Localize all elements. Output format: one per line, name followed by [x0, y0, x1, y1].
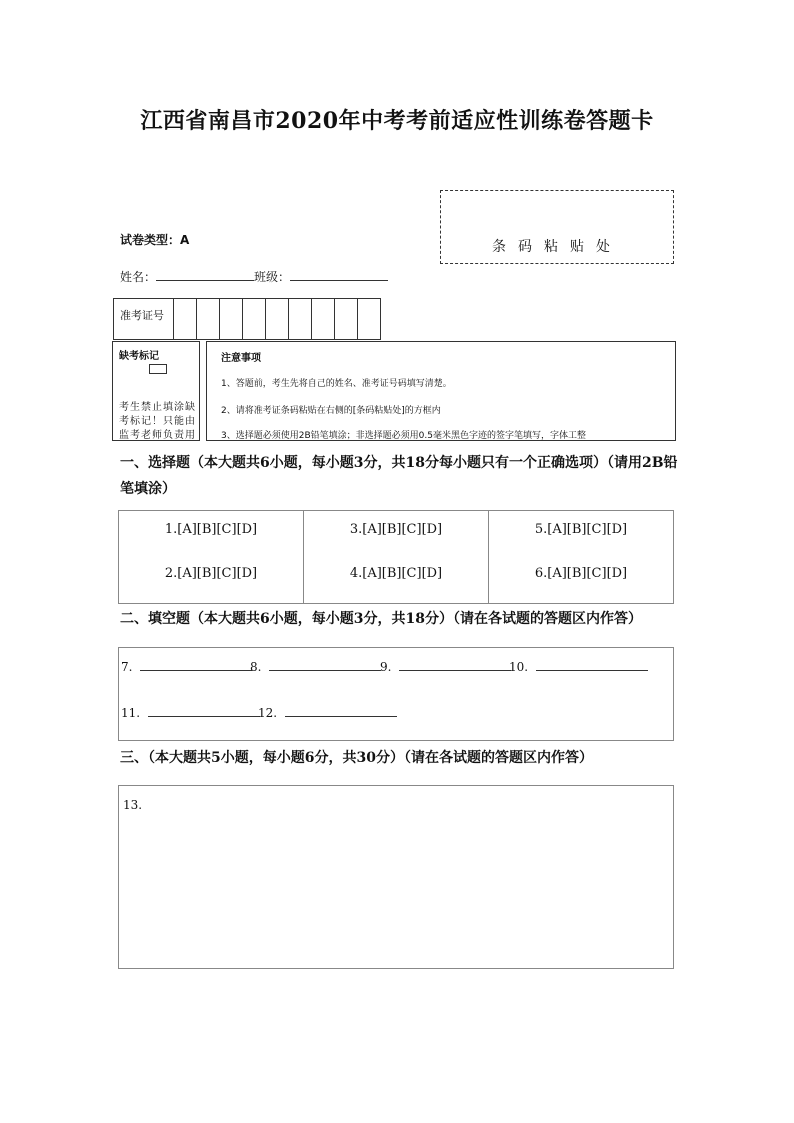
fill-number: 10.	[509, 660, 529, 674]
mc-item[interactable]: 3.[A][B][C][D]	[349, 522, 443, 537]
absent-mark-title: 缺考标记	[119, 351, 159, 362]
mc-item[interactable]: 2.[A][B][C][D]	[164, 566, 258, 581]
fill-item	[121, 659, 252, 674]
exam-id-label: 准考证号	[114, 299, 174, 339]
fill-item	[509, 659, 648, 674]
answer-area[interactable]	[118, 785, 674, 969]
fill-answer-line[interactable]	[399, 659, 511, 671]
mc-item[interactable]: 5.[A][B][C][D]	[534, 522, 628, 537]
name-field[interactable]	[156, 268, 254, 281]
fill-number: 9.	[380, 660, 392, 674]
fill-answer-line[interactable]	[148, 705, 260, 717]
fill-number: 12.	[258, 706, 278, 720]
fill-item	[258, 705, 397, 720]
fill-answer-line[interactable]	[285, 705, 397, 717]
page-title: 江西省南昌市2020年中考考前适应性训练卷答题卡	[140, 108, 654, 134]
exam-id-box	[113, 298, 381, 340]
question-number: 13.	[123, 798, 143, 812]
fill-number: 11.	[121, 706, 141, 720]
class-field[interactable]	[290, 268, 388, 281]
mc-column	[119, 511, 304, 603]
mc-item[interactable]: 4.[A][B][C][D]	[349, 566, 443, 581]
paper-type: 试卷类型：A	[120, 233, 190, 247]
fill-item	[380, 659, 511, 674]
exam-id-cell[interactable]	[174, 299, 197, 339]
exam-id-cell[interactable]	[243, 299, 266, 339]
name-label: 姓名：	[120, 270, 157, 284]
fill-item	[250, 659, 381, 674]
notice-title: 注意事项	[221, 353, 261, 364]
fill-answer-line[interactable]	[536, 659, 648, 671]
mc-item[interactable]: 6.[A][B][C][D]	[534, 566, 628, 581]
fill-blank-box	[118, 647, 674, 741]
section1-heading: 一、选择题（本大题共6小题，每小题3分，共18分每小题只有一个正确选项）（请用2B铅笔填涂）	[120, 455, 678, 497]
absent-mark-text: 考生禁止填涂缺考标记！只能由监考老师负责用	[119, 402, 196, 439]
multiple-choice-table	[118, 510, 674, 604]
notice-item: 1、答题前，考生先将自己的姓名、准考证号码填写清楚。	[221, 379, 452, 389]
exam-id-cell[interactable]	[266, 299, 289, 339]
exam-id-cell[interactable]	[312, 299, 335, 339]
fill-number: 8.	[250, 660, 262, 674]
barcode-label: 条码粘贴处	[492, 239, 622, 255]
name-class-row	[120, 268, 388, 285]
mc-column	[489, 511, 673, 603]
section3-heading: 三、（本大题共5小题，每小题6分，共30分）（请在各试题的答题区内作答）	[120, 750, 593, 766]
fill-item	[121, 705, 260, 720]
exam-id-cell[interactable]	[197, 299, 220, 339]
notice-box	[206, 341, 676, 441]
mc-item[interactable]: 1.[A][B][C][D]	[164, 522, 258, 537]
section2-heading: 二、填空题（本大题共6小题，每小题3分，共18分）（请在各试题的答题区内作答）	[120, 611, 642, 627]
fill-number: 7.	[121, 660, 133, 674]
notice-item: 2、请将准考证条码粘贴在右侧的[条码粘贴处]的方框内	[221, 406, 441, 416]
exam-id-cell[interactable]	[220, 299, 243, 339]
exam-id-cell[interactable]	[335, 299, 358, 339]
exam-id-cell[interactable]	[358, 299, 380, 339]
class-label: 班级：	[254, 270, 291, 284]
notice-item: 3、选择题必须使用2B铅笔填涂；非选择题必须用0.5毫米黑色字迹的签字笔填写，字体工整	[221, 431, 586, 441]
exam-id-cell[interactable]	[289, 299, 312, 339]
absent-mark-box	[112, 341, 200, 441]
absent-mark-checkbox[interactable]	[149, 364, 167, 374]
fill-answer-line[interactable]	[269, 659, 381, 671]
barcode-area	[440, 190, 674, 264]
mc-column	[304, 511, 489, 603]
fill-answer-line[interactable]	[140, 659, 252, 671]
